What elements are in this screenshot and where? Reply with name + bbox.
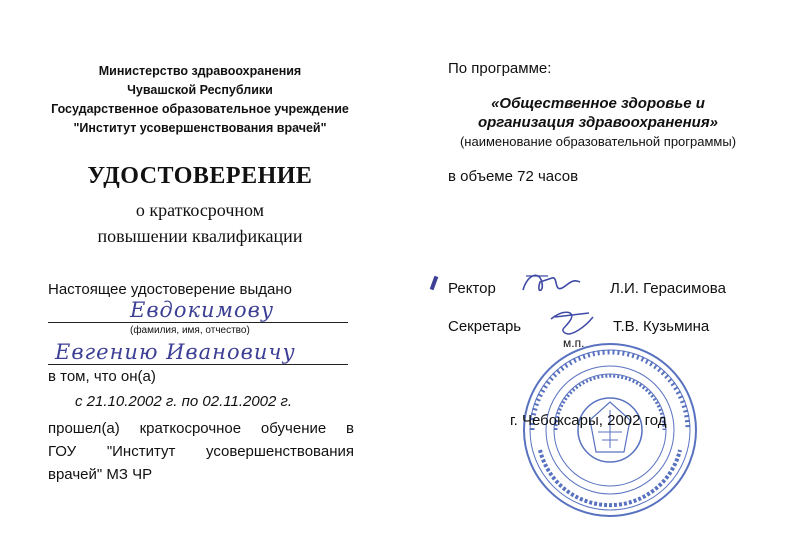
document-subtitle-1: о краткосрочном: [135, 200, 265, 220]
secretary-signature: [545, 305, 605, 339]
rector-name: Л.И. Герасимова: [610, 280, 726, 297]
city-year: г. Чебоксары, 2002 год: [510, 412, 667, 429]
program-label: По программе:: [448, 60, 552, 77]
name-line: [48, 364, 348, 365]
issued-to-text: Настоящее удостоверение выдано: [48, 281, 292, 298]
secretary-label: Секретарь: [448, 318, 522, 335]
org-line: Государственное образовательное учреждение: [51, 102, 349, 116]
handwritten-surname: Евдокимову: [130, 298, 275, 322]
org-line: Чувашской Республики: [127, 83, 273, 97]
program-caption: (наименование образовательной программы): [459, 134, 737, 149]
rector-label: Ректор: [448, 280, 496, 297]
program-line: «Общественное здоровье и: [491, 95, 705, 112]
seal-place-label: м.п.: [563, 336, 585, 350]
org-line: "Институт усовершенствования врачей": [73, 121, 327, 135]
surname-line: [48, 322, 348, 323]
body-line: врачей" МЗ ЧР: [48, 466, 153, 483]
official-seal: [520, 340, 700, 520]
training-dates: с 21.10.2002 г. по 02.11.2002 г.: [75, 393, 293, 410]
secretary-name: Т.В. Кузьмина: [613, 318, 710, 335]
name-field-caption: (фамилия, имя, отчество): [130, 325, 250, 336]
issuing-organization: [40, 62, 360, 138]
hours-text: в объеме 72 часов: [448, 168, 579, 185]
rector-signature: [518, 268, 588, 298]
program-line: организация здравоохранения»: [477, 114, 719, 131]
body-line: прошел(а) краткосрочное обучение в: [48, 420, 354, 437]
certification-text: в том, что он(а): [48, 368, 156, 385]
document-title: УДОСТОВЕРЕНИЕ: [87, 163, 313, 189]
org-line: Министерство здравоохранения: [98, 64, 302, 78]
body-line: ГОУ "Институт усовершенствования: [48, 443, 354, 460]
ink-mark: [430, 276, 439, 291]
document-subtitle-2: повышении квалификации: [97, 226, 303, 246]
handwritten-name: Евгению Ивановичу: [55, 340, 296, 364]
program-name: [448, 94, 748, 132]
